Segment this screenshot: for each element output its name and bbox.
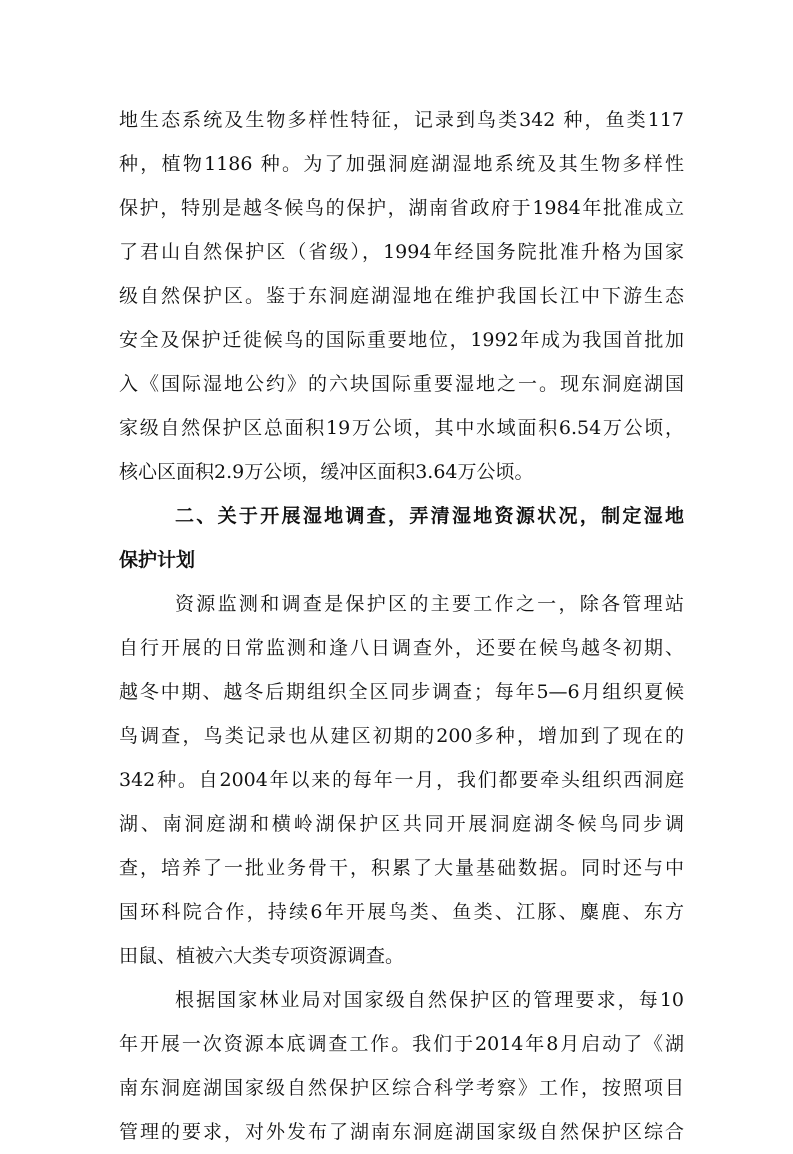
text-line: 核心区面积2.9万公顷，缓冲区面积3.64万公顷。 (119, 461, 534, 483)
text-line: 种，植物1186 种。为了加强洞庭湖湿地系统及其生物多样性 (119, 153, 684, 175)
text-line: 越冬中期、越冬后期组织全区同步调查；每年5—6月组织夏候 (119, 681, 684, 703)
heading-line: 保护计划 (119, 549, 196, 571)
text-line: 地生态系统及生物多样性特征，记录到鸟类342 种，鱼类117 (119, 109, 684, 131)
text-line: 自行开展的日常监测和逢八日调查外，还要在候鸟越冬初期、 (119, 637, 684, 659)
text-line: 湖、南洞庭湖和横岭湖保护区共同开展洞庭湖冬候鸟同步调 (119, 813, 684, 835)
text-line: 入《国际湿地公约》的六块国际重要湿地之一。现东洞庭湖国 (119, 373, 684, 395)
text-line: 鸟调查，鸟类记录也从建区初期的200多种，增加到了现在的 (119, 725, 684, 747)
text-line: 查，培养了一批业务骨干，积累了大量基础数据。同时还与中 (119, 857, 684, 879)
text-line: 南东洞庭湖国家级自然保护区综合科学考察》工作，按照项目 (119, 1077, 684, 1099)
text-line: 资源监测和调查是保护区的主要工作之一，除各管理站 (175, 593, 684, 615)
text-line: 安全及保护迁徙候鸟的国际重要地位，1992年成为我国首批加 (119, 329, 684, 351)
text-line: 保护，特别是越冬候鸟的保护，湖南省政府于1984年批准成立 (119, 197, 684, 219)
paragraph-intro (119, 98, 684, 494)
paragraph-baseline-survey (119, 978, 684, 1154)
text-line: 家级自然保护区总面积19万公顷，其中水域面积6.54万公顷， (119, 417, 684, 439)
text-line: 级自然保护区。鉴于东洞庭湖湿地在维护我国长江中下游生态 (119, 285, 684, 307)
paragraph-monitoring (119, 582, 684, 978)
text-line: 管理的要求，对外发布了湖南东洞庭湖国家级自然保护区综合 (119, 1121, 684, 1143)
section-heading (119, 494, 684, 582)
text-line: 了君山自然保护区（省级），1994年经国务院批准升格为国家 (119, 241, 684, 263)
text-line: 年开展一次资源本底调查工作。我们于2014年8月启动了《湖 (119, 1033, 684, 1055)
text-line: 342种。自2004年以来的每年一月，我们都要牵头组织西洞庭 (119, 769, 684, 791)
text-line: 根据国家林业局对国家级自然保护区的管理要求，每10 (175, 989, 684, 1011)
text-line: 国环科院合作，持续6年开展鸟类、鱼类、江豚、麋鹿、东方 (119, 901, 684, 923)
text-line: 田鼠、植被六大类专项资源调查。 (119, 945, 405, 967)
document-body (119, 98, 684, 1154)
heading-line: 二、关于开展湿地调查，弄清湿地资源状况，制定湿地 (175, 505, 684, 527)
